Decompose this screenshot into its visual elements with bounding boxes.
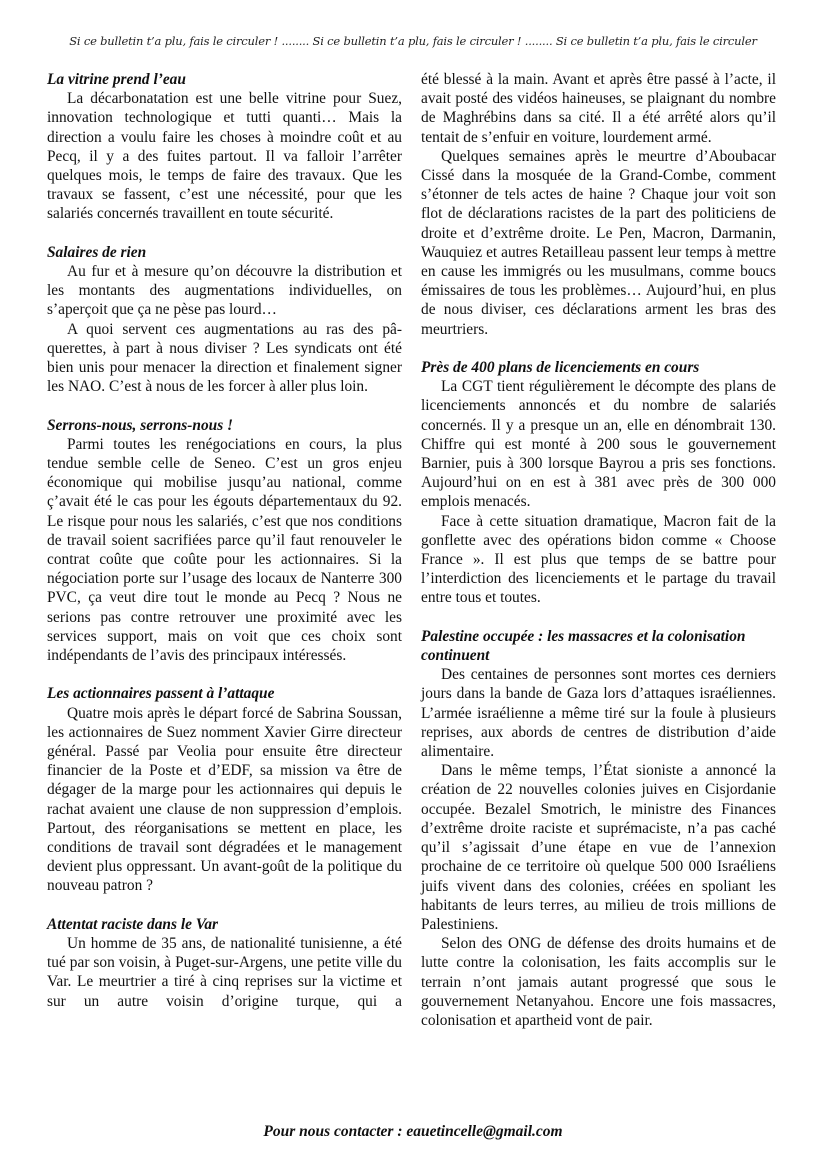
article-salaires	[47, 243, 402, 397]
right-column	[421, 70, 776, 1030]
article-attentat-part2	[421, 70, 776, 339]
article-paragraph: La décarbonatation est une belle vitrine pour Suez, innovation technologique et tutti quanti… Mais la direction a voulu faire les choses à moindre coût et au Pecq, il y a des fuites partout. Il va falloir l’arrêter quelques mois, le temps de faire des travaux. Que les travaux se fassent, c’est une nécessité, pour que les salariés concernés travaillent en toute sécurité.	[47, 90, 402, 223]
article-paragraph: Des centaines de personnes sont mortes ces derniers jours dans la bande de Gaza lors d’attaques israéliennes. L’armée israélienne a même tiré sur la foule à plusieurs reprises, aux abords de centres de distribution d’aide alimentaire.	[421, 666, 776, 761]
article-paragraph: Dans le même temps, l’État sioniste a annoncé la création de 22 nouvelles colonies juives en Cisjordanie occupée. Bezalel Smotrich, le ministre des Finances d’extrême droite raciste et suprémaciste, n’a pas caché qu’il s’agissait d’une étape en vue de l’annexion prochaine de ce territoire où quelque 500 000 Israéliens juifs vivent dans des colonies, créées en spoliant les habitants de leurs terres, au milieu de trois millions de Palestiniens.	[421, 762, 776, 933]
article-serrons-nous	[47, 416, 402, 666]
article-licenciements	[421, 358, 776, 608]
article-paragraph: Au fur et à mesure qu’on découvre la distribution et les montants des augmentations individuelles, on s’aperçoit que ça ne pèse pas lourd…	[47, 263, 402, 319]
share-banner: Si ce bulletin t’a plu, fais le circuler ! ........ Si ce bulletin t’a plu, fais le circuler ! ........ Si ce bulletin t’a plu, fais le circuler	[69, 34, 757, 48]
article-title: Attentat raciste dans le Var	[47, 915, 219, 933]
contact-footer	[0, 1123, 826, 1141]
article-paragraph: La CGT tient régulièrement le décompte des plans de licenciements annoncés et du nombre de salariés concernés. Il y a presque un an, elle en dénombrait 130. Chiffre qui est monté à 200 sous le gouvernement Barnier, puis à 300 lorsque Bayrou a pris ses fonctions. Aujourd’hui on en est à 381 avec près de 300 000 emplois menacés.	[421, 378, 776, 511]
contact-label: Pour nous contacter :	[263, 1123, 403, 1140]
article-paragraph: Un homme de 35 ans, de nationalité tunisienne, a été tué par son voisin, à Puget-sur-Argens, une petite ville du Var. Le meurtrier a tiré à cinq reprises sur la victime et sur un autre voisin d’origine turque, qui a	[47, 935, 402, 1010]
article-paragraph: Quatre mois après le départ forcé de Sabrina Soussan, les actionnaires de Suez nomment Xavier Girre directeur général. Passé par Veolia pour ensuite être directeur financier de la Poste et d’EDF, sa mission va être de dégager de la marge pour les actionnaires qui depuis le rachat avaient une clause de non suppression d’emplois. Partout, des réorganisations se mettent en place, les conditions de travail sont dégradées et le management devient plus oppressant. Un avant-goût de la politique du nouveau patron ?	[47, 704, 402, 895]
article-attentat-part1	[47, 915, 402, 1011]
article-title: La vitrine prend l’eau	[47, 71, 186, 88]
article-paragraph: Selon des ONG de défense des droits humains et de lutte contre la colonisation, les faits accomplis sur le terrain n’ont jamais autant progressé que sous le gouvernement Netanyahou. Encore une fois massacres, colonisation et apartheid vont de pair.	[421, 935, 776, 1029]
article-title: Serrons-nous, serrons-nous !	[47, 416, 234, 434]
article-title: Palestine occupée : les massacres et la colonisation continuent	[421, 627, 746, 665]
article-paragraph: Quelques semaines après le meurtre d’Aboubacar Cissé dans la mosquée de la Grand-Combe, comment s’étonner de tels actes de haine ? Chaque jour voit son flot de déclarations racistes de la part des politiciens de droite et d’extrême droite. Le Pen, Macron, Darmanin, Wauquiez et autres Retailleau passent leur temps à mettre en cause les immigrés ou les musulmans, comme boucs émissaires de tous les problèmes… Aujourd’hui, en plus de nous diviser, ces déclarations arment les bras des meurtriers.	[421, 147, 776, 338]
article-actionnaires	[47, 684, 402, 895]
article-title: Les actionnaires passent à l’attaque	[47, 685, 275, 703]
article-paragraph: été blessé à la main. Avant et après être passé à l’acte, il avait posté des vidéos haineuses, se plaignant du nombre de Maghrébins dans sa cité. Il a été arrêté alors qu’il tentait de s’enfuir en voiture, lourdement armé.	[421, 71, 776, 146]
left-column	[47, 70, 402, 1011]
article-la-vitrine	[47, 70, 402, 224]
article-paragraph: A quoi servent ces augmentations au ras des pâquerettes, à part à nous diviser ? Les syndicats ont été bien unis pour menacer la direction et finalement signer les NAO. C’est à nous de les forcer à aller plus loin.	[47, 320, 402, 396]
contact-email-link[interactable]: eauetincelle@gmail.com	[406, 1123, 563, 1140]
article-paragraph: Face à cette situation dramatique, Macron fait de la gonflette avec des opérations bidon comme « Choose France ». Il est plus que temps de se battre pour l’interdiction des licenciements et le partage du travail entre tous et toutes.	[421, 512, 776, 607]
article-paragraph: Parmi toutes les renégociations en cours, la plus tendue semble celle de Seneo. C’est un gros enjeu économique qui mobilise jusqu’au national, comme ç’avait été le cas pour les égouts départementaux du 92. Le risque pour nous les salariés, c’est que nos conditions de travail soient sacrifiées parce qu’il faut renouveler le contrat coûte que coûte pour les actionnaires. Si la négociation porte sur l’usage des locaux de Nanterre 300 PVC, ça veut dire tout le monde au Pecq ? Nous ne serions pas contre retrouver une proximité avec les services support, mais on voit que ces choix sont indépendants de l’avis des principaux intéressés.	[47, 435, 402, 665]
article-title: Salaires de rien	[47, 243, 147, 261]
article-palestine	[421, 627, 776, 1030]
article-title: Près de 400 plans de licenciements en cours	[421, 359, 700, 377]
